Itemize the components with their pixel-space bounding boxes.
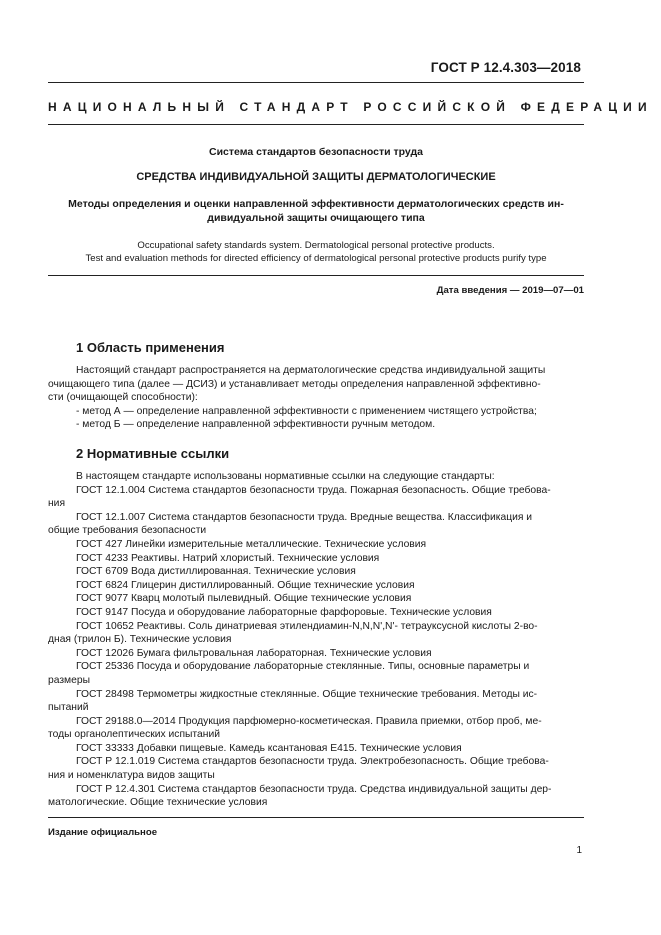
reference-line: ГОСТ Р 12.4.301 Система стандартов безопасности труда. Средства индивидуальной защиты дер- — [76, 783, 552, 795]
section1-body — [48, 364, 584, 432]
section1-heading: 1 Область применения — [76, 340, 225, 355]
methods-title-line2: дивидуальной защиты очищающего типа — [207, 212, 425, 224]
reference-line: ГОСТ 12026 Бумага фильтровальная лабораторная. Технические условия — [76, 647, 432, 659]
introduction-date: Дата введения — 2019—07—01 — [436, 285, 584, 296]
section1-line: очищающего типа (далее — ДСИЗ) и устанавливает методы определения направленной эффективно- — [48, 378, 541, 390]
english-title — [48, 239, 584, 265]
method-a-item: - метод А — определение направленной эффективности с применением чистящего устройства; — [76, 405, 537, 417]
top-rule — [48, 82, 584, 83]
reference-line: ГОСТ 25336 Посуда и оборудование лабораторные стеклянные. Типы, основные параметры и — [76, 661, 530, 673]
reference-line: матологические. Общие технические условия — [48, 797, 268, 809]
reference-line: ГОСТ 4233 Реактивы. Натрий хлористый. Технические условия — [76, 552, 380, 564]
reference-line: ГОСТ 10652 Реактивы. Соль динатриевая этилендиамин-N,N,N',N'- тетрауксусной кислоты 2-во- — [76, 620, 538, 632]
reference-line: ГОСТ 28498 Термометры жидкостные стеклянные. Общие технические требования. Методы ис- — [76, 688, 538, 700]
official-edition-label: Издание официальное — [48, 827, 158, 838]
section2-heading: 2 Нормативные ссылки — [76, 446, 230, 461]
reference-line: ГОСТ 9077 Кварц молотый пылевидный. Общие технические условия — [76, 593, 412, 605]
english-title-line1: Occupational safety standards system. Dermatological personal protective products. — [137, 240, 495, 251]
reference-line: ния и номенклатура видов защиты — [48, 770, 215, 782]
banner-rule — [48, 124, 584, 125]
reference-line: ГОСТ 12.1.004 Система стандартов безопасности труда. Пожарная безопасность. Общие требова- — [76, 484, 551, 496]
methods-title — [48, 197, 584, 225]
reference-line: В настоящем стандарте использованы нормативные ссылки на следующие стандарты: — [76, 471, 495, 482]
english-title-line2: Test and evaluation methods for directed efficiency of dermatological personal protective products purify type — [85, 253, 547, 264]
method-b-item: - метод Б — определение направленной эффективности ручным методом. — [76, 419, 436, 431]
national-standard-banner: НАЦИОНАЛЬНЫЙ СТАНДАРТ РОССИЙСКОЙ ФЕДЕРАЦИИ — [48, 100, 653, 114]
footer-rule — [48, 817, 584, 818]
reference-line: ния — [48, 498, 66, 510]
section1-line: сти (очищающей способности): — [48, 392, 198, 404]
reference-line: ГОСТ 33333 Добавки пищевые. Камедь ксантановая Е415. Технические условия — [76, 742, 462, 754]
reference-line: размеры — [48, 674, 90, 686]
methods-title-line1: Методы определения и оценки направленной эффективности дерматологических средств ин- — [68, 198, 564, 210]
normative-references-list — [48, 470, 584, 810]
section1-line: Настоящий стандарт распространяется на дерматологические средства индивидуальной защиты — [76, 365, 546, 376]
reference-line: ГОСТ 427 Линейки измерительные металлические. Технические условия — [76, 538, 427, 550]
reference-line: тоды органолептических испытаний — [48, 729, 220, 741]
system-title: Система стандартов безопасности труда — [208, 146, 424, 158]
document-code: ГОСТ Р 12.4.303—2018 — [430, 60, 581, 75]
page-number: 1 — [576, 845, 582, 856]
reference-line: дная (трилон Б). Технические условия — [48, 634, 232, 646]
reference-line: ГОСТ 6709 Вода дистиллированная. Технические условия — [76, 566, 356, 578]
date-rule — [48, 275, 584, 276]
reference-line: ГОСТ Р 12.1.019 Система стандартов безопасности труда. Электробезопасность. Общие требова- — [76, 756, 549, 768]
reference-line: ГОСТ 9147 Посуда и оборудование лабораторные фарфоровые. Технические условия — [76, 606, 492, 618]
reference-line: ГОСТ 6824 Глицерин дистиллированный. Общие технические условия — [76, 579, 415, 591]
reference-line: общие требования безопасности — [48, 525, 207, 537]
reference-line: ГОСТ 12.1.007 Система стандартов безопасности труда. Вредные вещества. Классификация и — [76, 511, 533, 523]
main-title: СРЕДСТВА ИНДИВИДУАЛЬНОЙ ЗАЩИТЫ ДЕРМАТОЛОГИЧЕСКИЕ — [136, 171, 496, 183]
reference-line: пытаний — [48, 702, 89, 714]
reference-line: ГОСТ 29188.0—2014 Продукция парфюмерно-косметическая. Правила приемки, отбор проб, ме- — [76, 715, 542, 727]
